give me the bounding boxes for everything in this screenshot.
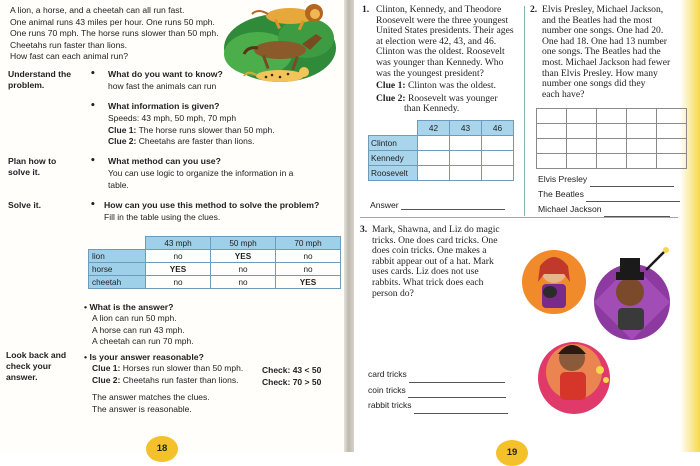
problem-line: uses cards. Liz does not use (372, 266, 479, 278)
question-heading: What is the answer? (89, 302, 174, 312)
check-values (262, 365, 321, 388)
check-line: Check: 43 < 50 (262, 365, 322, 375)
magicians-illustration (520, 230, 680, 452)
table-cell: no (211, 263, 276, 276)
table-cell: no (276, 250, 341, 263)
page-edge (680, 0, 700, 452)
step-label: solve it. (8, 167, 40, 177)
question-heading: How can you use this method to solve the problem? (104, 200, 320, 210)
bullet: • (90, 101, 96, 111)
table-corner (89, 237, 146, 250)
answer-blank[interactable] (408, 389, 506, 398)
step-label: Understand the (8, 69, 72, 79)
table-cell: no (146, 250, 211, 263)
clue-text: The horse runs slower than 50 mph. (138, 124, 275, 135)
question-heading: Is your answer reasonable? (89, 352, 204, 362)
row-label: horse (89, 263, 146, 276)
answer-text: table. (108, 179, 129, 190)
problem-number: 3. (360, 224, 368, 235)
step-label: answer. (6, 372, 38, 382)
page-number: 19 (506, 447, 518, 458)
animals-illustration (218, 0, 338, 88)
table-cell[interactable] (627, 139, 657, 154)
answer-row (538, 172, 680, 187)
answer-blank[interactable] (409, 374, 505, 383)
answer-label: card tricks (368, 369, 407, 379)
clue-text: Cheetahs are faster than lions. (138, 136, 255, 146)
songs-answers (538, 172, 680, 217)
step-label: problem. (8, 80, 45, 90)
table-header: 70 mph (276, 237, 341, 250)
problem-line: was younger than Kennedy. Who (376, 56, 504, 68)
animal-speed-table (88, 236, 341, 289)
bullet: • (84, 352, 88, 362)
row-label: Clinton (369, 136, 418, 151)
problem-line: rabbits. What trick does each (372, 276, 484, 288)
problem-line: was the youngest president? (376, 67, 484, 79)
table-header-row (89, 237, 341, 250)
answer-row (538, 187, 680, 202)
clue-label: Clue 2: (376, 92, 406, 104)
table-row (369, 151, 514, 166)
problem-line: United States presidents. Their ages (376, 25, 514, 37)
clue-1-row (376, 81, 524, 92)
clue-1-row (108, 125, 338, 137)
problem-line: each have? (542, 88, 585, 100)
answer-label: rabbit tricks (368, 400, 412, 410)
table-row (369, 136, 514, 151)
bullet: • (90, 69, 96, 79)
step-label: Plan how to (8, 156, 57, 166)
table-cell[interactable] (537, 124, 567, 139)
intro-line: How fast can each animal run? (10, 51, 128, 62)
table-cell[interactable] (597, 139, 627, 154)
clue-text: Horses run slower than 50 mph. (122, 363, 244, 373)
table-header: 43 mph (146, 237, 211, 250)
intro-line: One runs 70 mph. The horse runs slower than 50 mph. (10, 28, 219, 39)
table-cell[interactable] (597, 154, 627, 169)
answer-label: The Beatles (538, 189, 584, 199)
table-row (89, 276, 341, 289)
page-number-badge (496, 440, 528, 466)
answer-label: Elvis Presley (538, 174, 588, 184)
table-cell[interactable] (567, 124, 597, 139)
bullet: • (90, 200, 96, 210)
table-cell[interactable] (627, 109, 657, 124)
row-label: lion (89, 250, 146, 263)
clue-2-row (108, 136, 338, 148)
answer-label: Answer (370, 200, 399, 210)
table-cell[interactable] (657, 154, 687, 169)
table-row (537, 154, 687, 169)
problem-line: at election were 42, 43, and 46. (376, 35, 497, 47)
clue-label: Clue 1: (108, 124, 137, 135)
table-row (89, 250, 341, 263)
table-cell[interactable] (597, 109, 627, 124)
question-heading: What information is given? (108, 101, 220, 111)
table-cell[interactable] (657, 109, 687, 124)
left-page (0, 0, 344, 452)
table-cell[interactable] (450, 151, 482, 166)
step-understand (8, 69, 71, 91)
answer-line: A horse can run 43 mph. (92, 324, 185, 335)
problem-line: number one songs. One had 20. (542, 25, 664, 37)
problem-2-text (542, 5, 682, 100)
table-cell[interactable] (482, 151, 514, 166)
answer-blank[interactable] (414, 405, 508, 414)
table-header: 43 (450, 121, 482, 136)
table-cell[interactable] (450, 136, 482, 151)
problem-1-text (376, 5, 524, 115)
president-table (368, 120, 514, 181)
table-header: 42 (418, 121, 450, 136)
table-cell[interactable] (482, 166, 514, 181)
coin-magician-icon (538, 342, 610, 414)
clue-text: Roosevelt was younger (407, 92, 498, 104)
intro-text (10, 5, 219, 63)
table-cell[interactable] (627, 124, 657, 139)
table-header: 46 (482, 121, 514, 136)
table-row (369, 166, 514, 181)
step-label: Look back and (6, 350, 67, 360)
problem-line: tricks. One does card tricks. One (372, 234, 498, 246)
table-corner (369, 121, 418, 136)
table-cell: YES (146, 263, 211, 276)
problem-line: Clinton, Kennedy, and Theodore (376, 4, 502, 15)
question-how (104, 200, 340, 224)
table-cell[interactable] (450, 166, 482, 181)
table-cell[interactable] (627, 154, 657, 169)
bullet: • (90, 156, 96, 166)
row-label: Roosevelt (369, 166, 418, 181)
table-header-row (369, 121, 514, 136)
table-cell[interactable] (418, 136, 450, 151)
table-row (89, 263, 341, 276)
answer-blank[interactable] (586, 193, 680, 202)
step-label: Solve it. (8, 200, 41, 210)
answer-line: A cheetah can run 70 mph. (92, 336, 194, 346)
tricks-answers (368, 367, 508, 414)
table-cell[interactable] (418, 151, 450, 166)
page-number-badge (146, 436, 178, 462)
table-cell[interactable] (482, 136, 514, 151)
table-cell[interactable] (567, 154, 597, 169)
problem-line: Elvis Presley, Michael Jackson, (542, 4, 664, 15)
intro-line: One animal runs 43 miles per hour. One runs 50 mph. (10, 16, 215, 27)
answer-row (370, 200, 505, 210)
problem-number: 2. (530, 4, 538, 15)
answer-line: A lion can run 50 mph. (92, 313, 177, 323)
check-line: Check: 70 > 50 (262, 376, 322, 387)
songs-grid (536, 108, 687, 169)
problem-number: 1. (362, 4, 370, 15)
table-cell[interactable] (657, 124, 687, 139)
answer-row (368, 383, 508, 399)
problem-line: one songs. The Beatles had the (542, 46, 661, 58)
step-solve (8, 200, 41, 211)
problem-line: person do? (372, 287, 414, 299)
table-cell[interactable] (537, 154, 567, 169)
problem-3-text (372, 225, 524, 299)
table-cell[interactable] (537, 109, 567, 124)
step-plan (8, 156, 56, 178)
table-header: 50 mph (211, 237, 276, 250)
clue-text: than Kennedy. (404, 103, 460, 115)
intro-line: Cheetahs run faster than lions. (10, 39, 128, 50)
answer-blank[interactable] (604, 208, 670, 217)
table-cell: no (146, 276, 211, 289)
answer-row (368, 398, 508, 414)
step-look-back (6, 350, 66, 383)
table-cell: YES (276, 276, 341, 289)
problem-line: Clinton was the oldest. Roosevelt (376, 46, 505, 58)
table-row (537, 109, 687, 124)
answer-blank[interactable] (401, 201, 505, 210)
column-divider (524, 6, 525, 216)
table-cell[interactable] (597, 124, 627, 139)
table-cell: YES (211, 250, 276, 263)
bullet: • (84, 302, 88, 312)
problem-line: most. Michael Jackson had fewer (542, 56, 671, 68)
problem-line: One had 18. One had 13 number (542, 35, 667, 47)
table-cell[interactable] (567, 109, 597, 124)
problem-line: Roosevelt were the three youngest (376, 14, 509, 26)
problem-line: rabbit appear out of a hat. Mark (372, 255, 494, 267)
clue-label: Clue 2: (92, 374, 121, 385)
conclusion (92, 392, 210, 415)
table-cell[interactable] (537, 139, 567, 154)
question-answer (84, 302, 334, 348)
question-heading: What do you want to know? (108, 69, 223, 79)
problem-line: Mark, Shawna, and Liz do magic (372, 224, 500, 235)
answer-label: Michael Jackson (538, 204, 602, 214)
problem-line: number one songs did they (542, 78, 646, 90)
problem-line: than Elvis Presley. How many (542, 67, 658, 79)
section-divider (360, 217, 678, 218)
answer-row (368, 367, 508, 383)
clue-text: Cheetahs run faster than lions. (122, 374, 239, 385)
table-cell[interactable] (418, 166, 450, 181)
question-heading: What method can you use? (108, 156, 221, 166)
table-row (537, 124, 687, 139)
card-magician-icon (522, 250, 586, 314)
wand-magician-icon (594, 247, 670, 340)
clue-label: Clue 2: (108, 136, 137, 146)
answer-text: You can use logic to organize the information in a (108, 168, 294, 178)
answer-text: how fast the animals can run (108, 81, 217, 91)
table-cell[interactable] (657, 139, 687, 154)
question-know (108, 69, 223, 93)
page-number: 18 (156, 443, 168, 454)
answer-blank[interactable] (590, 178, 674, 187)
question-given (108, 101, 338, 148)
book-spine (344, 0, 354, 452)
table-row (537, 139, 687, 154)
intro-line: A lion, a horse, and a cheetah can all run fast. (10, 5, 185, 15)
clue-label: Clue 1: (92, 363, 121, 373)
clue-text: Clinton was the oldest. (407, 80, 496, 92)
conclusion-line: The answer matches the clues. (92, 392, 210, 402)
table-cell[interactable] (567, 139, 597, 154)
answer-row (538, 202, 680, 217)
question-method (108, 156, 338, 191)
row-label: cheetah (89, 276, 146, 289)
problem-line: and the Beatles had the most (542, 14, 653, 26)
speeds-text: Speeds: 43 mph, 50 mph, 70 mph (108, 113, 237, 123)
row-label: Kennedy (369, 151, 418, 166)
answer-label: coin tricks (368, 384, 406, 395)
table-cell: no (211, 276, 276, 289)
answer-text: Fill in the table using the clues. (104, 212, 221, 222)
problem-line: does coin tricks. One makes a (372, 245, 487, 257)
table-cell: no (276, 263, 341, 276)
step-label: check your (6, 361, 52, 371)
clue-label: Clue 1: (376, 80, 406, 92)
right-page (354, 0, 700, 458)
conclusion-line: The answer is reasonable. (92, 403, 192, 414)
